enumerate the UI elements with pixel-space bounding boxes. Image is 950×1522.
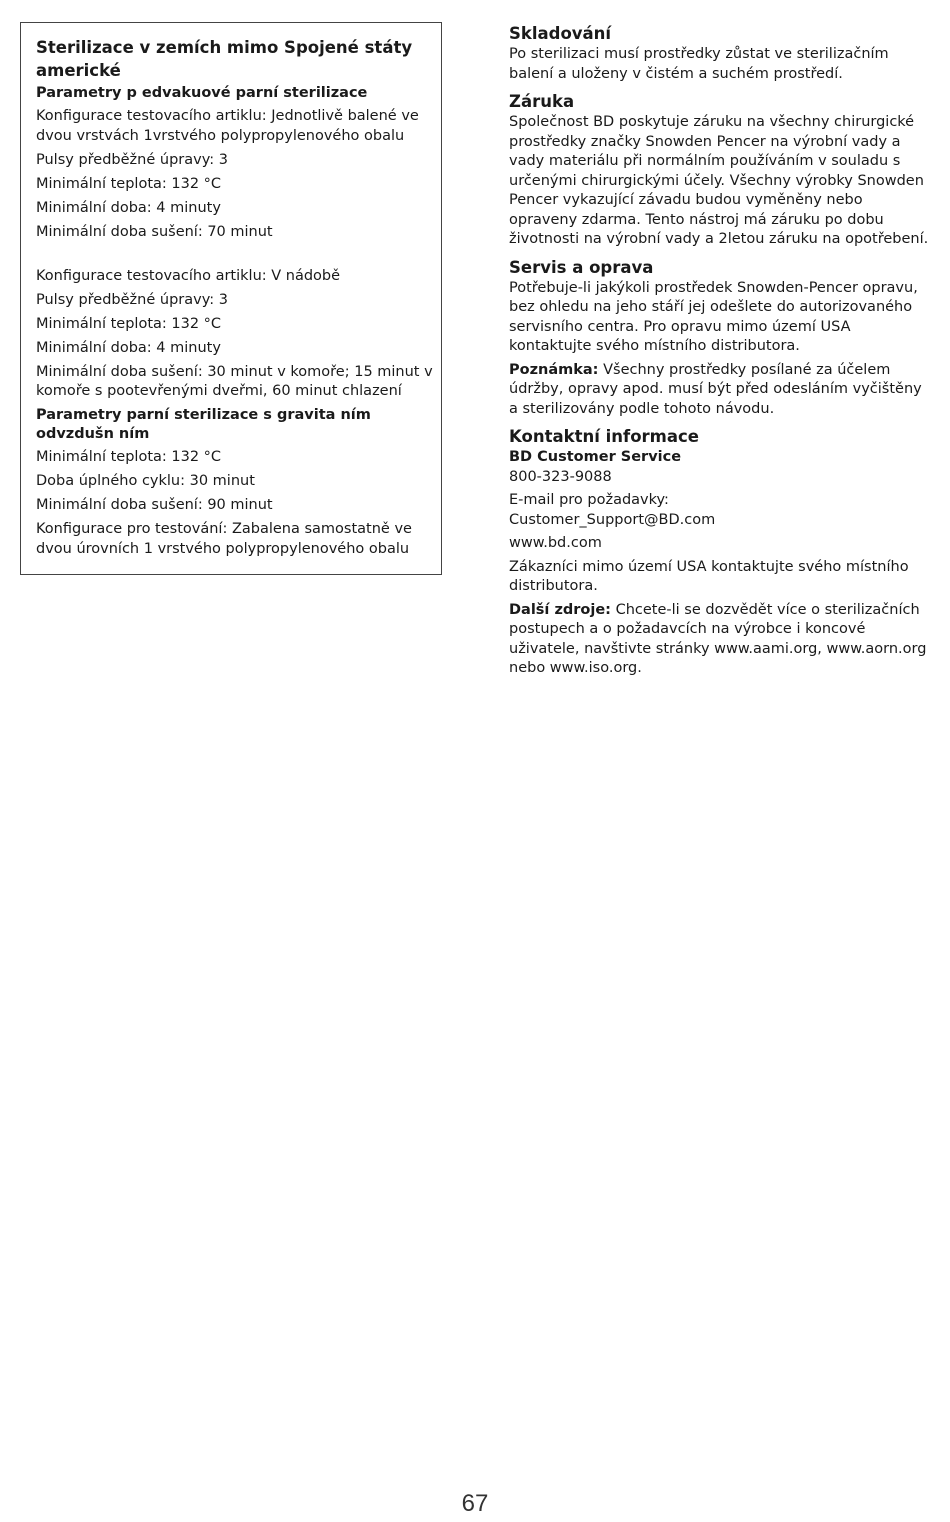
- param-line: Minimální doba sušení: 30 minut v komoře; 15 minut v komoře s pootevřenými dveřmi, 60 minut chlazení: [36, 363, 433, 399]
- service-text: Potřebuje-li jakýkoli prostředek Snowden-Pencer opravu, bez ohledu na jeho stáří jej odešlete do autorizovaného servisního centra. Pro opravu mimo území USA kontaktujte svého místního distributora.: [509, 279, 918, 354]
- param-line: Doba úplného cyklu: 30 minut: [36, 473, 255, 489]
- contact-phone: 800-323-9088: [509, 468, 612, 485]
- param-line: Minimální doba: 4 minuty: [36, 339, 221, 356]
- param-line: Minimální teplota: 132 °C: [36, 315, 222, 332]
- param-line: Konfigurace testovacího artiklu: Jednotlivě balené ve dvou vrstvách 1vrstvého polypropylenového obalu: [36, 108, 419, 144]
- gravity-heading: Parametry parní sterilizace s gravita ním odvzdušn ním: [36, 407, 371, 442]
- more-text: Chcete-li se dozvědět více o sterilizačních postupech a o požadavcích na výrobce i koncové uživatele, navštivte stránky www.aami.org, www.aorn.org nebo www.iso.org.: [509, 601, 927, 676]
- email-label: E-mail pro požadavky:: [509, 492, 669, 508]
- right-column: [509, 22, 934, 685]
- param-line: Konfigurace pro testování: Zabalena samostatně ve dvou úrovních 1 vrstvého polypropylenového obalu: [36, 521, 412, 557]
- storage-heading: Skladování: [509, 24, 612, 43]
- email-link[interactable]: Customer_Support@BD.com: [509, 511, 716, 528]
- intl-text: Zákazníci mimo území USA kontaktujte svého místního distributora.: [509, 558, 909, 594]
- service-note: [509, 361, 934, 420]
- warranty-heading: Záruka: [509, 92, 575, 111]
- web-link[interactable]: www.bd.com: [509, 535, 602, 551]
- note-label: Poznámka:: [509, 361, 599, 378]
- service-heading: Servis a oprava: [509, 257, 654, 277]
- param-line: Minimální doba sušení: 70 minut: [36, 223, 273, 240]
- more-resources: [509, 601, 934, 679]
- note-text: Všechny prostředky posílané za účelem údržby, opravy apod. musí být před odesláním vyčištěny a sterilizovány podle tohoto návodu.: [509, 361, 922, 417]
- param-line: Minimální teplota: 132 °C: [36, 449, 222, 465]
- param-line: Pulsy předběžné úpravy: 3: [36, 291, 228, 308]
- service-section: [509, 256, 934, 420]
- param-line: Minimální doba: 4 minuty: [36, 199, 221, 216]
- sterilization-box: [20, 22, 442, 575]
- warranty-section: [509, 90, 934, 250]
- page-number: 67: [461, 1490, 489, 1517]
- param-line: Minimální teplota: 132 °C: [36, 175, 222, 192]
- contact-section: [509, 425, 934, 679]
- storage-section: [509, 22, 934, 84]
- param-line: Konfigurace testovacího artiklu: V nádobě: [36, 267, 341, 284]
- param-line: Minimální doba sušení: 90 minut: [36, 497, 273, 513]
- warranty-text: Společnost BD poskytuje záruku na všechny chirurgické prostředky značky Snowden Pencer na výrobní vady a vady materiálu při normálním používáním v souladu s určenými chirurgickými účely. Všechny výrobky Snowden Pencer vykazující závadu budou vyměněny nebo opraveny zdarma. Tento nástroj má záruku po dobu životnosti na výrobní vady a 2letou záruku na opotřebení.: [509, 114, 929, 247]
- prevac-heading: Parametry p edvakuové parní sterilizace: [36, 85, 368, 101]
- box-title: Sterilizace v zemích mimo Spojené státy americké: [36, 38, 413, 80]
- more-label: Další zdroje:: [509, 601, 611, 618]
- storage-text: Po sterilizaci musí prostředky zůstat ve sterilizačním balení a uloženy v čistém a suchém prostředí.: [509, 46, 889, 82]
- param-line: Pulsy předběžné úpravy: 3: [36, 151, 228, 168]
- contact-heading: Kontaktní informace: [509, 427, 699, 446]
- contact-company: BD Customer Service: [509, 449, 682, 465]
